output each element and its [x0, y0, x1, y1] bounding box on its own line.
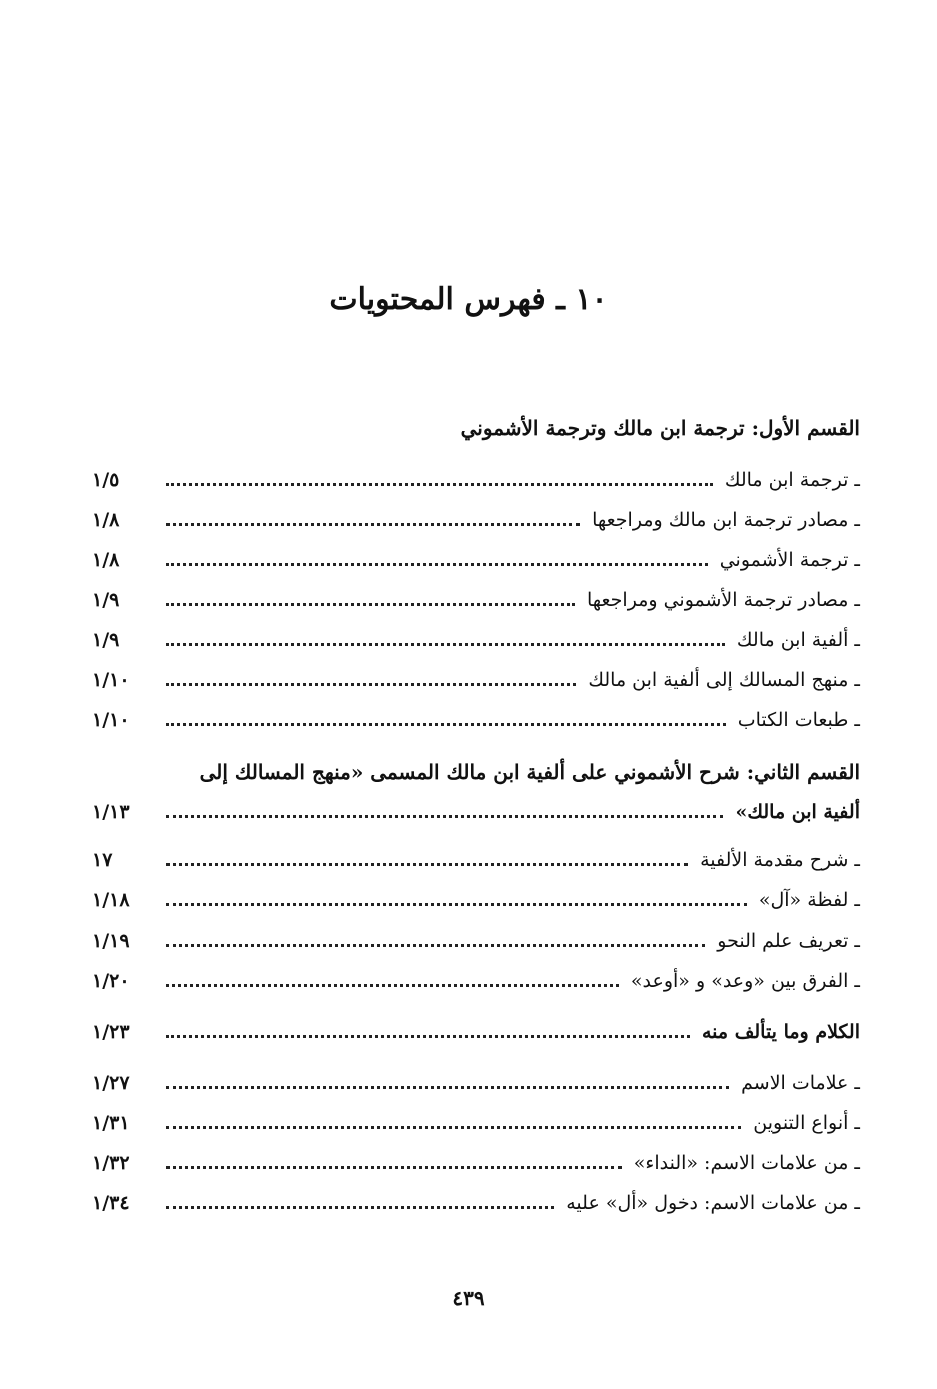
toc-entry[interactable]	[92, 465, 860, 495]
dot-leader	[166, 1086, 729, 1089]
entry-page-ref: ١/١٠	[92, 669, 130, 691]
page-title: ١٠ ـ فهرس المحتويات	[329, 282, 608, 317]
toc-section-heading-3[interactable]	[92, 1017, 860, 1047]
toc-entry[interactable]	[92, 505, 860, 535]
toc-entry[interactable]	[92, 665, 860, 695]
entry-title: ألفية ابن مالك»	[735, 801, 860, 823]
entry-page-ref: ١/٢٠	[92, 970, 130, 992]
entry-title: ـ منهج المسالك إلى ألفية ابن مالك	[588, 669, 860, 691]
entry-page-ref: ١/١٠	[92, 709, 130, 731]
dot-leader	[166, 643, 725, 646]
entry-title: ـ طبعات الكتاب	[737, 709, 860, 731]
entry-title: ـ مصادر ترجمة الأشموني ومراجعها	[586, 589, 860, 611]
dot-leader	[166, 1206, 554, 1209]
entry-page-ref: ١/٩	[92, 589, 120, 611]
toc-entry-heading-continuation[interactable]	[92, 797, 860, 827]
dot-leader	[166, 1166, 622, 1169]
section-heading-1: القسم الأول: ترجمة ابن مالك وترجمة الأشموني	[460, 416, 860, 440]
entry-page-ref: ١/٣١	[92, 1112, 130, 1134]
dot-leader	[166, 523, 580, 526]
entry-page-ref: ١/٨	[92, 549, 120, 571]
toc-entry[interactable]	[92, 926, 860, 956]
toc-entry[interactable]	[92, 1108, 860, 1138]
entry-title: ـ الفرق بين «وعد» و «أوعد»	[630, 970, 860, 992]
dot-leader	[166, 563, 708, 566]
entry-title: ـ مصادر ترجمة ابن مالك ومراجعها	[592, 509, 860, 531]
toc-entry[interactable]	[92, 845, 860, 875]
entry-page-ref: ١/١٩	[92, 930, 130, 952]
dot-leader	[166, 483, 713, 486]
toc-entry[interactable]	[92, 705, 860, 735]
toc-entry[interactable]	[92, 585, 860, 615]
toc-entry[interactable]	[92, 1068, 860, 1098]
entry-page-ref: ١/٢٣	[92, 1021, 130, 1043]
entry-page-ref: ١/٩	[92, 629, 120, 651]
toc-entry[interactable]	[92, 1148, 860, 1178]
entry-title: ـ لفظة «آل»	[758, 889, 860, 911]
entry-title: ـ ألفية ابن مالك	[736, 629, 860, 651]
dot-leader	[166, 984, 619, 987]
toc-entry[interactable]	[92, 885, 860, 915]
toc-entry[interactable]	[92, 966, 860, 996]
entry-page-ref: ١/٢٧	[92, 1072, 130, 1094]
page-number: ٤٣٩	[452, 1286, 485, 1310]
dot-leader	[166, 723, 726, 726]
entry-page-ref: ١٧	[92, 849, 113, 871]
entry-title: ـ ترجمة ابن مالك	[724, 469, 860, 491]
entry-title: ـ من علامات الاسم: دخول «أل» عليه	[566, 1192, 860, 1214]
dot-leader	[166, 944, 705, 947]
dot-leader	[166, 815, 723, 818]
dot-leader	[166, 1126, 741, 1129]
dot-leader	[166, 683, 576, 686]
entry-title: ـ تعريف علم النحو	[717, 930, 860, 952]
dot-leader	[166, 903, 747, 906]
section-heading-2: القسم الثاني: شرح الأشموني على ألفية ابن مالك المسمى «منهج المسالك إلى	[199, 760, 860, 784]
entry-title: الكلام وما يتألف منه	[701, 1021, 860, 1043]
entry-page-ref: ١/١٨	[92, 889, 130, 911]
entry-title: ـ أنواع التنوين	[753, 1112, 860, 1134]
toc-entry[interactable]	[92, 1188, 860, 1218]
entry-title: ـ شرح مقدمة الألفية	[700, 849, 860, 871]
entry-page-ref: ١/٥	[92, 469, 120, 491]
entry-page-ref: ١/٨	[92, 509, 120, 531]
entry-title: ـ ترجمة الأشموني	[719, 549, 860, 571]
toc-entry[interactable]	[92, 545, 860, 575]
entry-title: ـ علامات الاسم	[741, 1072, 860, 1094]
dot-leader	[166, 603, 575, 606]
entry-title: ـ من علامات الاسم: «النداء»	[633, 1152, 860, 1174]
entry-page-ref: ١/١٣	[92, 801, 130, 823]
toc-entry[interactable]	[92, 625, 860, 655]
dot-leader	[166, 863, 688, 866]
entry-page-ref: ١/٣٢	[92, 1152, 130, 1174]
dot-leader	[166, 1035, 690, 1038]
entry-page-ref: ١/٣٤	[92, 1192, 130, 1214]
